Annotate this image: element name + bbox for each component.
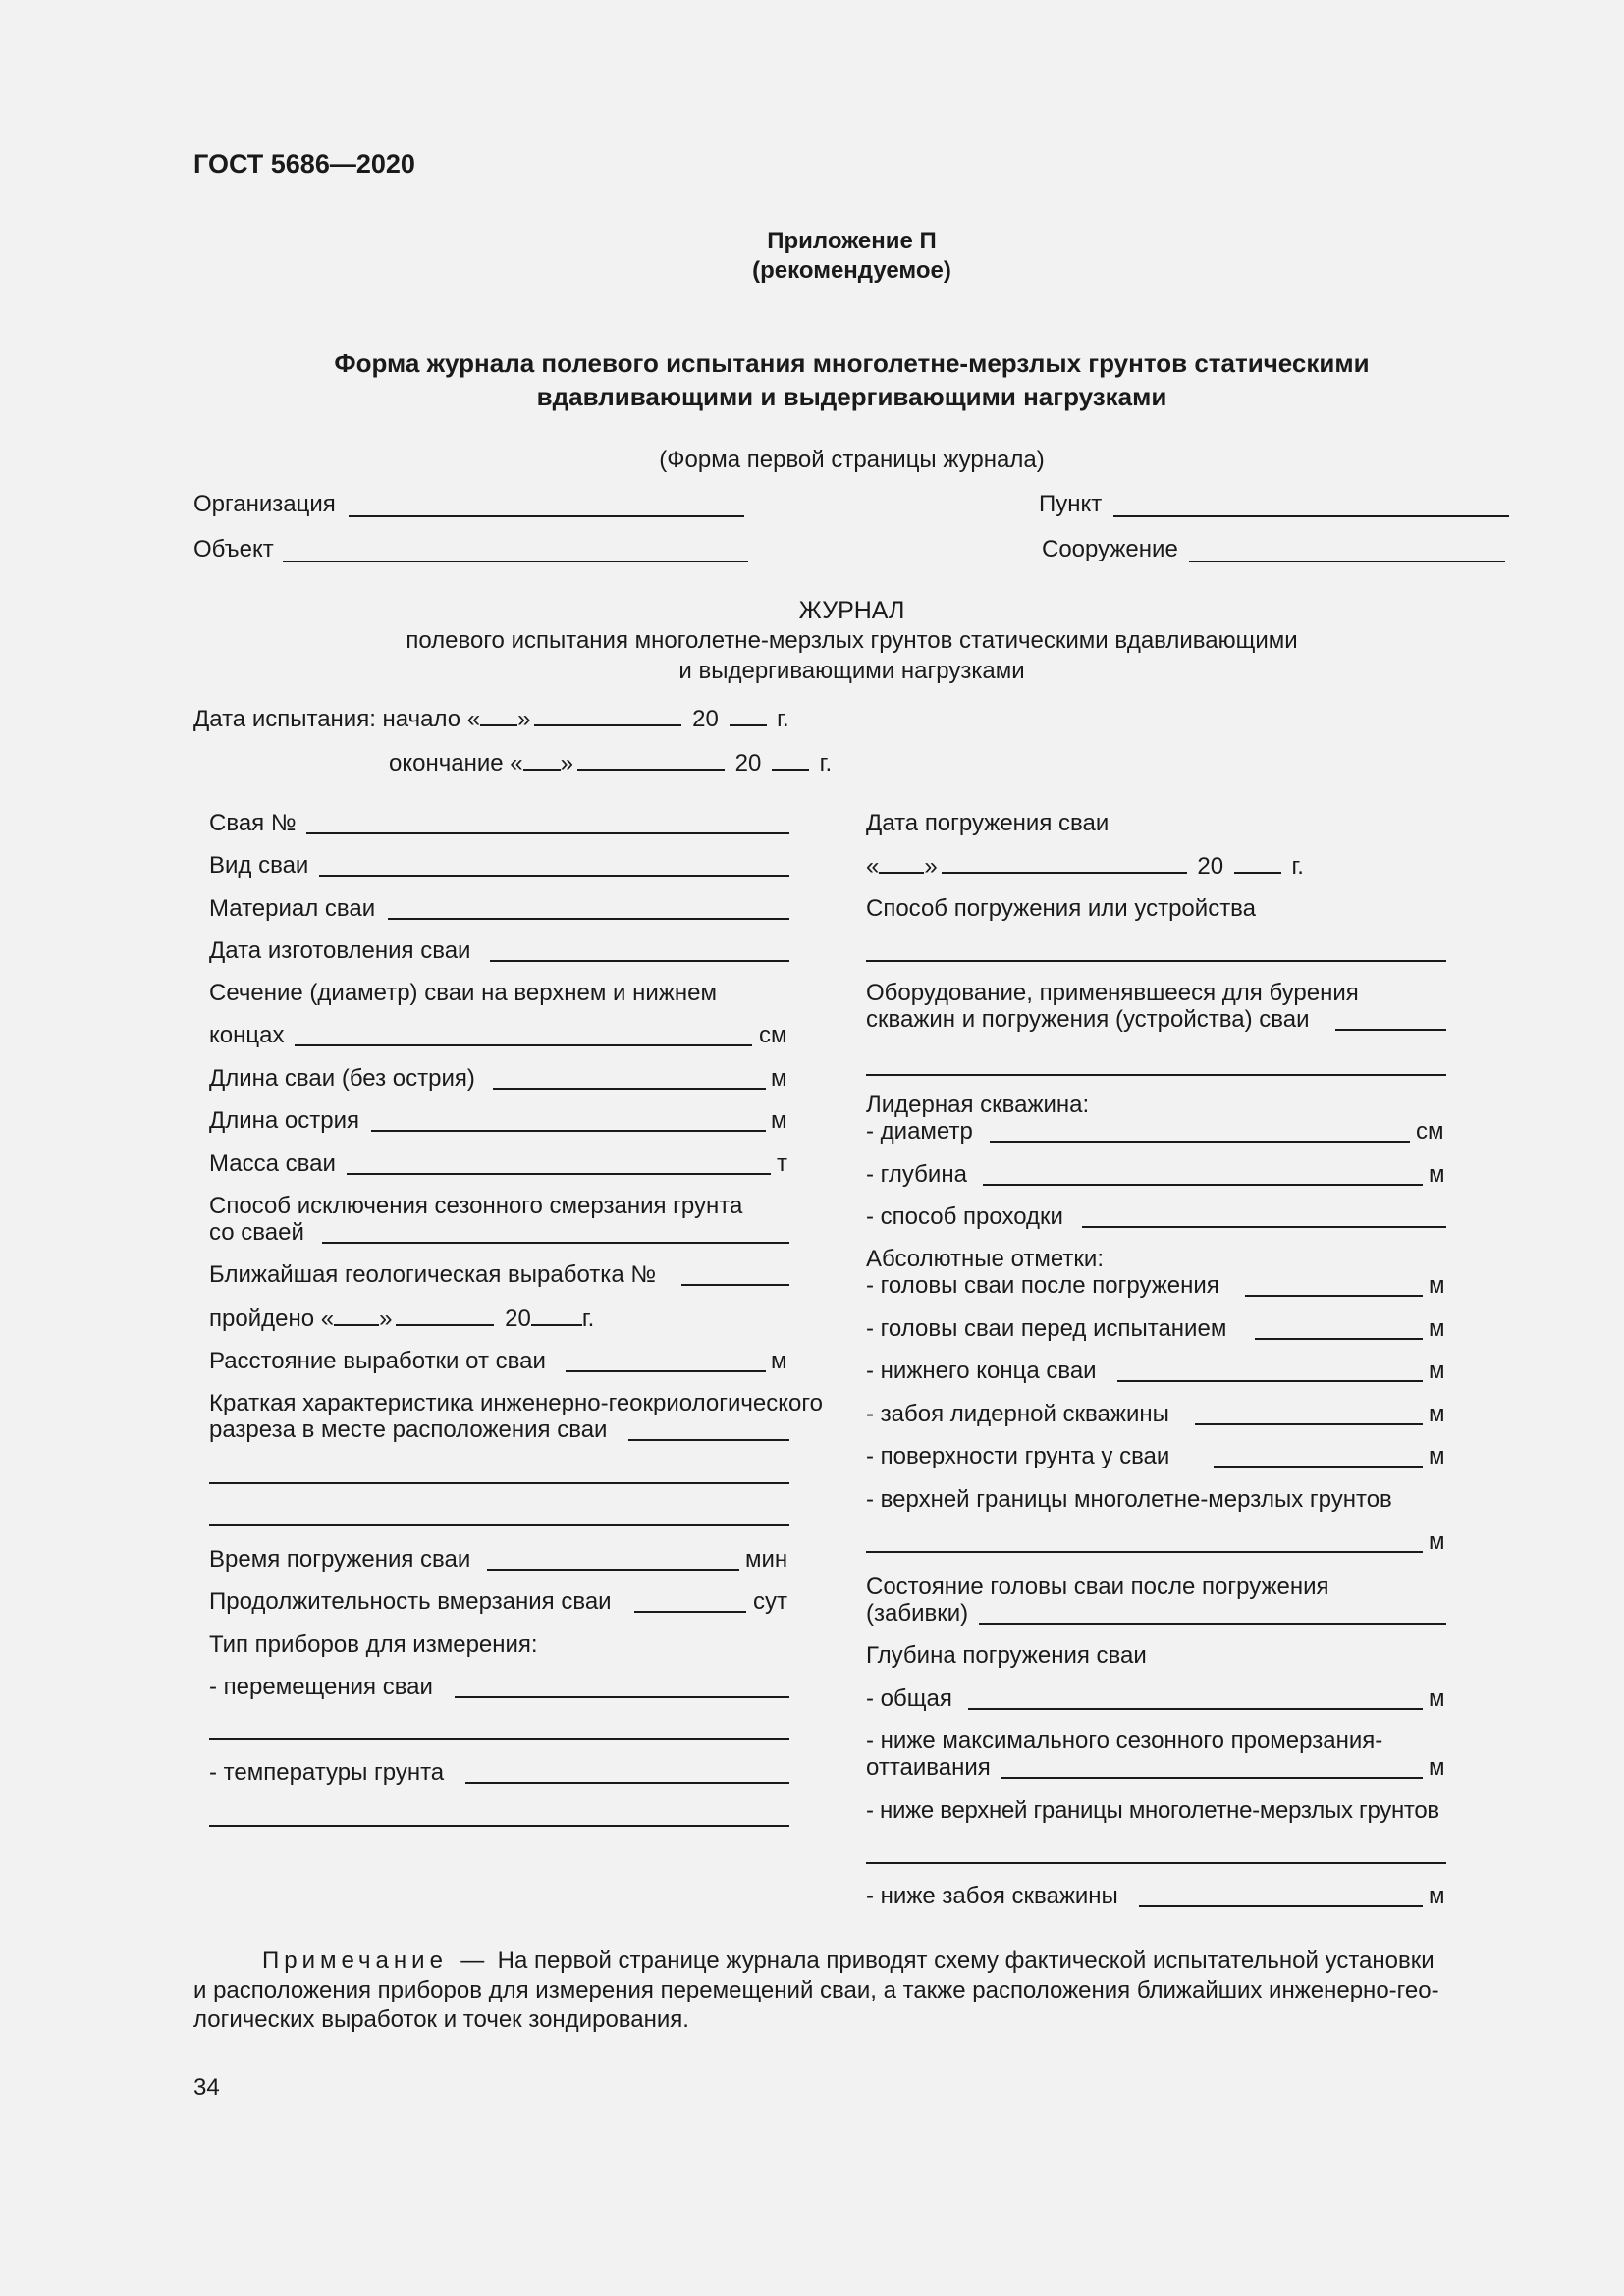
instr-temp-line-2[interactable] xyxy=(209,1825,789,1827)
standard-header: ГОСТ 5686—2020 xyxy=(193,149,415,179)
test-date-end: окончание « » 20 г. xyxy=(389,750,833,776)
section-label-1: Сечение (диаметр) сваи на верхнем и нижнем xyxy=(209,980,717,1006)
instruments-label: Тип приборов для измерения: xyxy=(209,1631,538,1658)
pile-no-line[interactable] xyxy=(306,832,789,834)
head-before-label: - головы сваи перед испытанием xyxy=(866,1315,1227,1342)
head-after-unit: м xyxy=(1429,1272,1445,1299)
length-label: Длина сваи (без острия) xyxy=(209,1065,475,1092)
total-unit: м xyxy=(1429,1685,1445,1712)
note-line3: логических выработок и точек зондирования. xyxy=(193,2006,689,2033)
diameter-unit: см xyxy=(1416,1118,1444,1145)
bottom-unit: м xyxy=(1429,1401,1445,1427)
object-label: Объект xyxy=(193,536,274,562)
journal-line2: и выдергивающими нагрузками xyxy=(678,658,1025,684)
freeze-dur-label: Продолжительность вмерзания сваи xyxy=(209,1588,612,1615)
journal-title: ЖУРНАЛ xyxy=(798,597,905,624)
geo-label: Ближайшая геологическая выработка № xyxy=(209,1261,657,1288)
head-before-line[interactable] xyxy=(1255,1338,1423,1340)
diameter-label: - диаметр xyxy=(866,1118,973,1145)
lower-end-label: - нижнего конца сваи xyxy=(866,1358,1097,1384)
upper-permafrost-unit: м xyxy=(1429,1528,1445,1555)
head-before-unit: м xyxy=(1429,1315,1445,1342)
note-line2: и расположения приборов для измерения перемещений сваи, а также расположения ближайших инженерно-гео- xyxy=(193,1977,1439,2003)
frost-line[interactable] xyxy=(322,1242,789,1244)
sink-time-unit: мин xyxy=(745,1546,788,1573)
tip-length-unit: м xyxy=(771,1107,787,1134)
tip-length-label: Длина острия xyxy=(209,1107,360,1134)
bottom-label: - забоя лидерной скважины xyxy=(866,1401,1169,1427)
organization-label: Организация xyxy=(193,491,336,517)
abs-marks-label: Абсолютные отметки: xyxy=(866,1246,1104,1272)
material-label: Материал сваи xyxy=(209,895,376,922)
equip-line-2[interactable] xyxy=(866,1074,1446,1076)
structure-label: Сооружение xyxy=(1042,536,1178,562)
instr-temp-label: - температуры грунта xyxy=(209,1759,445,1786)
method-line[interactable] xyxy=(866,960,1446,962)
appendix-status: (рекомендуемое) xyxy=(752,257,951,284)
lower-end-unit: м xyxy=(1429,1358,1445,1384)
below-permafrost-label: - ниже верхней границы многолетне-мерзлых грунтов xyxy=(866,1797,1439,1824)
equip-label-2: скважин и погружения (устройства) сваи xyxy=(866,1006,1310,1033)
below-max-label-1: - ниже максимального сезонного промерзания- xyxy=(866,1728,1383,1754)
pile-type-label: Вид сваи xyxy=(209,852,309,879)
below-bottom-line[interactable] xyxy=(1139,1905,1423,1907)
sink-time-line[interactable] xyxy=(487,1569,739,1571)
section-line[interactable] xyxy=(295,1044,752,1046)
depth-unit: м xyxy=(1429,1161,1445,1188)
manufacture-date-line[interactable] xyxy=(490,960,789,962)
freeze-dur-line[interactable] xyxy=(634,1611,746,1613)
equip-label-1: Оборудование, применявшееся для бурения xyxy=(866,980,1359,1006)
total-line[interactable] xyxy=(968,1708,1423,1710)
appendix-title: Приложение П xyxy=(767,228,937,254)
char-label-1: Краткая характеристика инженерно-геокриологического xyxy=(209,1390,823,1416)
diameter-line[interactable] xyxy=(990,1141,1410,1143)
section-label-2: концах xyxy=(209,1022,285,1048)
instr-temp-line[interactable] xyxy=(465,1782,789,1784)
mass-unit: т xyxy=(777,1150,787,1177)
geo-line[interactable] xyxy=(681,1284,789,1286)
structure-line[interactable] xyxy=(1189,561,1505,562)
char-line-3[interactable] xyxy=(209,1524,789,1526)
frost-label-1: Способ исключения сезонного смерзания грунта xyxy=(209,1193,743,1219)
lower-end-line[interactable] xyxy=(1117,1380,1423,1382)
upper-permafrost-label: - верхней границы многолетне-мерзлых грунтов xyxy=(866,1486,1392,1513)
sink-date-value: « » 20 г. xyxy=(866,853,1304,880)
char-line-1[interactable] xyxy=(628,1439,789,1441)
below-max-unit: м xyxy=(1429,1754,1445,1781)
length-unit: м xyxy=(771,1065,787,1092)
mass-line[interactable] xyxy=(347,1173,771,1175)
leader-label: Лидерная скважина: xyxy=(866,1092,1090,1118)
head-state-label-2: (забивки) xyxy=(866,1600,969,1627)
below-bottom-label: - ниже забоя скважины xyxy=(866,1883,1118,1909)
length-line[interactable] xyxy=(493,1088,766,1090)
head-after-label: - головы сваи после погружения xyxy=(866,1272,1219,1299)
material-line[interactable] xyxy=(388,918,789,920)
point-label: Пункт xyxy=(1039,491,1103,517)
instr-disp-line-2[interactable] xyxy=(209,1738,789,1740)
below-max-line[interactable] xyxy=(1001,1777,1423,1779)
upper-permafrost-line[interactable] xyxy=(866,1551,1423,1553)
form-subtitle: (Форма первой страницы журнала) xyxy=(659,447,1045,473)
form-title-line2: вдавливающими и выдергивающими нагрузками xyxy=(536,382,1167,411)
instr-disp-label: - перемещения сваи xyxy=(209,1674,433,1700)
sink-depth-label: Глубина погружения сваи xyxy=(866,1642,1147,1669)
ground-surface-line[interactable] xyxy=(1214,1466,1423,1468)
head-state-line[interactable] xyxy=(979,1623,1446,1625)
instr-disp-line[interactable] xyxy=(455,1696,789,1698)
object-line[interactable] xyxy=(283,561,748,562)
drill-method-label: - способ проходки xyxy=(866,1203,1063,1230)
page-number: 34 xyxy=(193,2074,220,2101)
method-label: Способ погружения или устройства xyxy=(866,895,1257,922)
below-max-label-2: оттаивания xyxy=(866,1754,991,1781)
head-state-label-1: Состояние головы сваи после погружения xyxy=(866,1574,1329,1600)
pile-no-label: Свая № xyxy=(209,810,297,836)
tip-length-line[interactable] xyxy=(371,1130,766,1132)
pile-type-line[interactable] xyxy=(319,875,789,877)
below-permafrost-line[interactable] xyxy=(866,1862,1446,1864)
head-after-line[interactable] xyxy=(1245,1295,1423,1297)
form-title-line1: Форма журнала полевого испытания многолетне-мерзлых грунтов статическими xyxy=(334,348,1370,378)
sink-time-label: Время погружения сваи xyxy=(209,1546,471,1573)
sink-date-label: Дата погружения сваи xyxy=(866,810,1110,836)
distance-label: Расстояние выработки от сваи xyxy=(209,1348,546,1374)
distance-unit: м xyxy=(771,1348,787,1374)
note-line1: Примечание — На первой странице журнала приводят схему фактической испытательной установки xyxy=(262,1948,1435,1974)
below-bottom-unit: м xyxy=(1429,1883,1445,1909)
organization-line[interactable] xyxy=(349,515,744,517)
ground-surface-unit: м xyxy=(1429,1443,1445,1469)
test-date-start: Дата испытания: начало « » 20 г. xyxy=(193,706,789,732)
equip-line-1[interactable] xyxy=(1335,1029,1446,1031)
point-line[interactable] xyxy=(1113,515,1509,517)
journal-line1: полевого испытания многолетне-мерзлых грунтов статическими вдавливающими xyxy=(406,627,1298,654)
passed-date: пройдено « » 20 г. xyxy=(209,1306,595,1332)
distance-line[interactable] xyxy=(566,1370,766,1372)
section-unit: см xyxy=(759,1022,787,1048)
depth-line[interactable] xyxy=(983,1184,1423,1186)
char-line-2[interactable] xyxy=(209,1482,789,1484)
total-label: - общая xyxy=(866,1685,952,1712)
frost-label-2: со сваей xyxy=(209,1219,304,1246)
ground-surface-label: - поверхности грунта у сваи xyxy=(866,1443,1170,1469)
depth-label: - глубина xyxy=(866,1161,967,1188)
char-label-2: разреза в месте расположения сваи xyxy=(209,1416,608,1443)
drill-method-line[interactable] xyxy=(1082,1226,1446,1228)
manufacture-date-label: Дата изготовления сваи xyxy=(209,937,471,964)
bottom-line[interactable] xyxy=(1195,1423,1423,1425)
mass-label: Масса сваи xyxy=(209,1150,336,1177)
freeze-dur-unit: сут xyxy=(753,1588,787,1615)
